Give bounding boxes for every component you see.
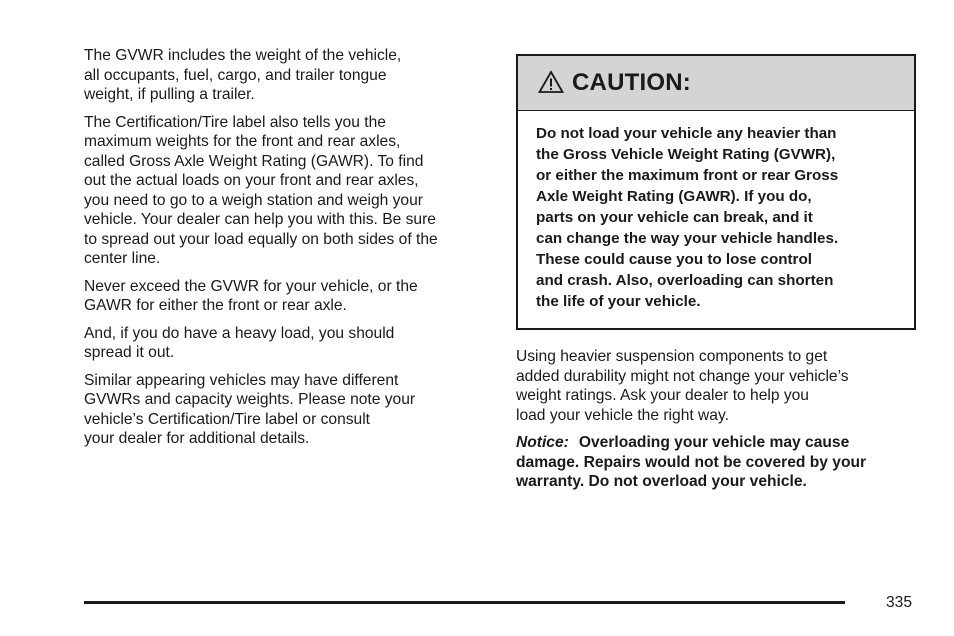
notice-paragraph [516,433,921,492]
caution-title: CAUTION: [572,69,691,96]
paragraph-never-exceed: Never exceed the GVWR for your vehicle, or the GAWR for either the front or rear axle. [84,277,418,314]
paragraph-gvwr-includes: The GVWR includes the weight of the vehicle, all occupants, fuel, cargo, and trailer tongue weight, if pulling a trailer. [84,47,402,103]
page-number: 335 [886,594,913,611]
caution-body: Do not load your vehicle any heavier than the Gross Vehicle Weight Rating (GVWR), or either the maximum front or rear Gross Axle Weight Rating (GAWR). If you do, parts on your vehicle can break, and it can change the way your vehicle handles. These could cause you to lose control and crash. Also, overloading can shorten the life of your vehicle. [536,125,839,310]
caution-box [516,54,916,330]
paragraph-certification-label: The Certification/Tire label also tells you the maximum weights for the front and rear axles, called Gross Axle Weight Rating (GAWR). To find out the actual loads on your front and rear axles, you need to go to a weigh station and weigh your vehicle. Your dealer can help you with this. Be sure to spread out your load equally on both sides of the center line. [84,113,438,267]
footer-rule [84,601,845,604]
left-column [84,46,484,457]
paragraph-similar-vehicles: Similar appearing vehicles may have different GVWRs and capacity weights. Please note your vehicle’s Certification/Tire label or consult your dealer for additional details. [84,371,416,447]
warning-triangle-icon [538,70,564,94]
notice-label: Notice: [516,434,569,451]
caution-header [518,56,914,111]
paragraph-suspension: Using heavier suspension components to get added durability might not change your vehicle’s weight ratings. Ask your dealer to help you load your vehicle the right way. [516,348,849,424]
paragraph-heavy-load: And, if you do have a heavy load, you should spread it out. [84,324,395,361]
right-column [516,54,921,500]
notice-text: Overloading your vehicle may cause damage. Repairs would not be covered by your warranty. Do not overload your vehicle. [516,434,867,490]
